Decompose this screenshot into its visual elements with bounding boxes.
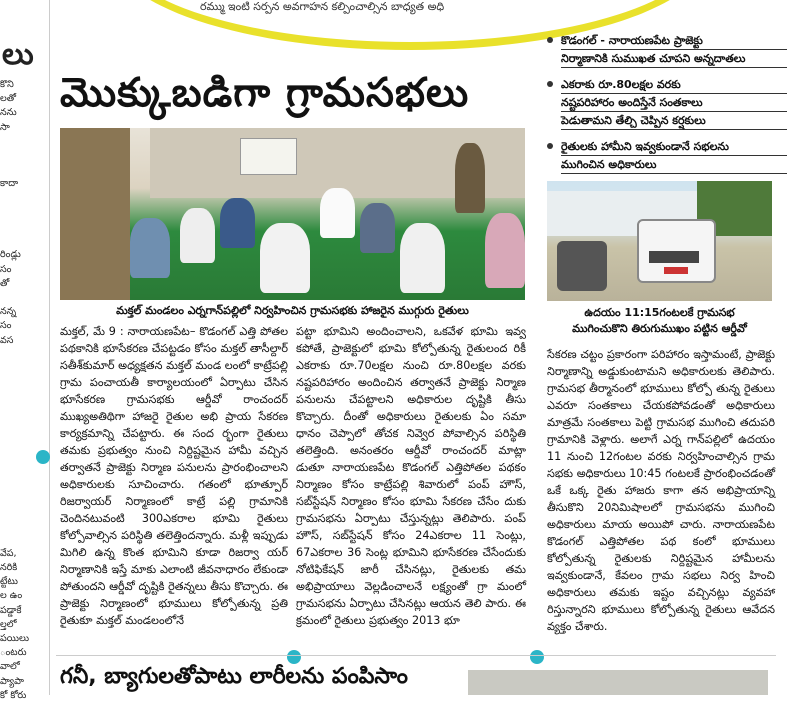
left-column-line	[0, 234, 46, 248]
highlight-item	[547, 32, 787, 68]
article-column-1	[60, 323, 288, 653]
article-column-2	[296, 323, 526, 653]
highlight-line: నిర్మాణానికి సుముఖత చూపని అన్నదాతలు	[561, 50, 787, 68]
left-column-line: ంటరు	[0, 647, 27, 659]
left-column-line	[0, 291, 46, 305]
left-column-line: కొని	[0, 79, 14, 90]
left-column-line	[0, 419, 46, 433]
marker-dot	[530, 650, 544, 664]
highlight-item	[547, 138, 787, 174]
left-column-line: వస	[0, 334, 14, 346]
left-column-line	[0, 206, 46, 220]
left-column-line: లతో	[0, 93, 17, 105]
highlight-line: ఎకరాకు రూ.80లక్షల వరకు	[561, 76, 787, 94]
headline: మొక్కుబడిగా గ్రామసభలు	[60, 70, 470, 116]
vehicle-photo	[547, 181, 772, 301]
banner	[240, 138, 297, 175]
highlight-line: రైతులకు హామీని ఇవ్వకుండానే సభలను	[561, 138, 787, 156]
left-column-line	[0, 376, 46, 390]
vehicle	[637, 219, 716, 283]
left-column-lines	[0, 78, 46, 703]
left-column-line: కో కోరు	[0, 689, 27, 701]
person	[485, 213, 525, 288]
left-column-line: ల ఉం	[0, 590, 23, 602]
person	[360, 203, 395, 253]
left-column-line: ప్యాపా	[0, 675, 24, 687]
person	[400, 223, 445, 293]
person	[455, 143, 485, 213]
left-column-line: నరికి	[0, 561, 18, 573]
highlight-line: నష్టపరిహారం అందిస్తేనే సంతకాలు	[561, 94, 787, 112]
left-column-line: రిండ్లు	[0, 249, 21, 261]
left-column-line	[0, 533, 46, 547]
left-column-line	[0, 135, 46, 149]
article-text: సేకరణ చట్టం ప్రకారంగా పరిహారం ఇస్తామంటే, ప్రాజెక్టు నిర్మాణాన్ని అడ్డుకుంటామని అధికారులకు తెలిపారు. గ్రామసభ తీర్మానంలో భూములు కోల్పో తున్న రైతులు ఎవరూ సంతకాలు చేయకపోవడంతో అధికారులు మాత్రమే సంతకాలు పెట్టి గ్రామసభ ముగించి తదుపరి గ్రామానికి వెళ్లారు. అలాగే ఎర్న గాన్‌పల్లిలో ఉదయం 11 నుంచి 12గంటల వరకు నిర్వహించాల్సిన గ్రామ సభకు అధికారులు 10:45 గంటలకే ప్రారంభించడంతో ఒకే ఒక్క రైతు హాజరు కాగా తన అభిప్రాయాన్ని తీసుకొని 20నిమిషాలలో గ్రామసభను ముగించి అధికారులు మాయ అయిపో చారు. నారాయణపేట కొడంగల్ ఎత్తిపోతల పథ కంలో భూములు కోల్పోతున్న రైతులకు నిర్దిష్టమైన హామీలను ఇవ్వకుండానే, కేవలం గ్రామ సభలు నిర్వ హించి అధికారులు తమకు ఇష్టం వచ్చినట్లు వ్యవహా రిస్తున్నారని భూములు కోల్పోతున్న రైతులు ఆవేదన వ్యక్తం చేశారు.	[547, 348, 775, 633]
left-column-line: సం	[0, 263, 12, 275]
left-column-line	[0, 405, 46, 419]
marker-dot	[36, 450, 50, 464]
left-column-line: వేప,	[0, 547, 17, 559]
left-column-line	[0, 348, 46, 362]
left-column-line: కాదా	[0, 178, 19, 190]
photo1-caption: మక్తల్ మండలం ఎర్నగాన్‌పల్లిలో నిర్వహించిన గ్రామసభకు హాజరైన ముగ్గురు రైతులు	[116, 304, 469, 317]
left-column-line	[0, 149, 46, 163]
highlight-line: కొడంగల్ - నారాయణపేట ప్రాజెక్టు	[561, 32, 787, 50]
highlight-item	[547, 76, 787, 130]
left-column-line: పడ్డాకే	[0, 604, 22, 616]
person	[320, 188, 355, 238]
person	[260, 223, 310, 293]
left-column-line: ట్టేటు	[0, 576, 18, 588]
highlight-line: ముగించిన అధికారులు	[561, 156, 787, 174]
highlight-line: పెడుతామని తేల్చి చెప్పిన కర్షకులు	[561, 112, 787, 130]
article-text: పట్టా భూమిని అందించాలని, ఒకవేళ భూమి ఇవ్వ కపోతే, ప్రాజెక్టులో భూమి కోల్పోతున్న రైతులంద రికీ ఎకరాకు రూ.70లక్షల నుంచి రూ.80లక్షల వరకు నష్టపరిహారం అందించిన తర్వాతనే ప్రాజెక్టు నిర్మాణ పనులను చేపట్టాలని అధికారుల దృష్టికి తీసు కొచ్చారు. దీంతో అధికారులు రైతులకు ఏం సమా ధానం చెప్పాలో తోచక నివ్వెర పోవాల్సిన పరిస్థితి తలెత్తింది. అనంతరం ఆర్డీవో రాంచందర్ మాట్లా డుతూ నారాయణపేట కొడంగల్ ఎత్తిపోతల పథకం నిర్మాణం కోసం కాట్రేపల్లి శివారులో పంప్ హౌస్, సబ్‌స్టేషన్ నిర్మాణం కోసం భూమి సేకరణ చేసేం దుకు గ్రామసభను ఏర్పాటు చేస్తున్నట్లు తెలిపారు. పంప్ హౌస్, సబ్‌స్టేషన్ కోసం 24ఎకరాల 11 సెంట్లు, 67ఎకరాల 36 సెంట్ల భూమిని భూసేకరణ చేసేందుకు నోటిఫికేషన్ జారీ చేసినట్లు, రైతులకు తమ అభిప్రాయాలు వెల్లడించాలనే లక్ష్యంతో గ్రా మంలో గ్రామసభను ఏర్పాటు చేసినట్లు ఆయన తెలి పారు. ఈ క్రమంలో రైతులు ప్రభుత్వం 2013 భూ	[296, 325, 526, 627]
left-column-line	[0, 461, 46, 475]
highlights	[547, 32, 787, 182]
section-divider	[56, 655, 776, 656]
left-column-line	[0, 220, 46, 234]
left-column-heading: లు	[2, 37, 34, 72]
meeting-photo	[60, 128, 525, 300]
top-strip-text: రమ్ము ఇంటి సర్పన అవగాహన కల్పించాల్సిన బాధ్యత అధి	[200, 0, 445, 13]
caption-line: ఉదయం 11:15గంటలకే గ్రామసభ	[584, 306, 735, 319]
marker-dot	[287, 650, 301, 664]
left-column-line	[0, 518, 46, 532]
tree-trunk	[60, 128, 130, 300]
photo2-caption	[547, 305, 772, 337]
next-photo	[468, 670, 768, 695]
left-column-fragment	[0, 0, 46, 701]
column-divider	[49, 0, 50, 695]
left-column-line	[0, 504, 46, 518]
left-column-line: సా	[0, 121, 10, 133]
person	[130, 218, 170, 278]
left-column-line	[0, 390, 46, 404]
person	[220, 198, 255, 248]
left-column-line	[0, 192, 46, 206]
article-column-3	[547, 346, 775, 656]
left-column-line: ల్తలో	[0, 618, 17, 630]
caption-line: ముగించుకొని తిరుగుముఖం పట్టిన ఆర్డీవో	[572, 322, 747, 335]
next-headline: గనీ, బ్యాగులతోపాటు లారీలను పంపిసాం	[60, 664, 408, 689]
left-column-line	[0, 433, 46, 447]
left-column-line: నన్న	[0, 306, 17, 318]
motorbike	[557, 241, 607, 291]
left-column-line	[0, 490, 46, 504]
left-column-line	[0, 163, 46, 177]
left-column-line: సం	[0, 320, 12, 332]
left-column-line	[0, 362, 46, 376]
person	[180, 208, 215, 263]
left-column-line: పయిలు	[0, 632, 29, 644]
left-column-line: నను	[0, 107, 17, 119]
left-column-line	[0, 476, 46, 490]
article-text: మక్తల్, మే 9 : నారాయణపేట– కొడంగల్ ఎత్తి పోతల పథకానికి భూసేకరణ చేపట్టడం కోసం మక్తల్ తాసీల్దార్ సతీశ్‌కుమార్ అధ్యక్షతన మక్తల్ మండ లంలో కాట్రేపల్లి గ్రామ పంచాయతీ కార్యాలయంలో ఏర్పాటు చేసిన భూసేకరణ గ్రామసభకు ఆర్డీవో రాంచందర్ ముఖ్యఅతిథిగా హాజరై రైతుల అభి ప్రాయ సేకరణ కార్యక్రమాన్ని చేపట్టారు. ఈ సంద ర్భంగా రైతులు తమకు ప్రభుత్వం నుంచి నిర్దిష్టమైన హామీ వచ్చిన తర్వాతనే ప్రాజెక్టు నిర్మాణ పనులను ప్రారంభించాలని అధికారులకు సూచించారు. గతంలో భూత్పూర్ రిజర్వాయర్ నిర్మాణంలో కాట్రే పల్లి గ్రామానికి చెందినటువంటి 300ఎకరాల భూమి రైతులు కోల్పోవాల్సిన పరిస్థితి తలెత్తిందన్నారు. మళ్లీ ఇప్పుడు మిగిలి ఉన్న కొంత భూమిని కూడా రిజర్వా యర్ నిర్మాణానికి ఇస్తే మాకు ఎలాంటి జీవనాధారం లేకుండా పోతుందని ఆర్డీవో దృష్టికి రైతన్నలు తీసు కొచ్చారు. ఈ ప్రాజెక్టు నిర్మాణంలో భూములు కోల్పోతున్న ప్రతి రైతుకూ మక్తల్ మండలంలోనే	[60, 325, 288, 627]
left-column-line: తో	[0, 277, 10, 289]
left-column-line: వాలో	[0, 661, 20, 673]
